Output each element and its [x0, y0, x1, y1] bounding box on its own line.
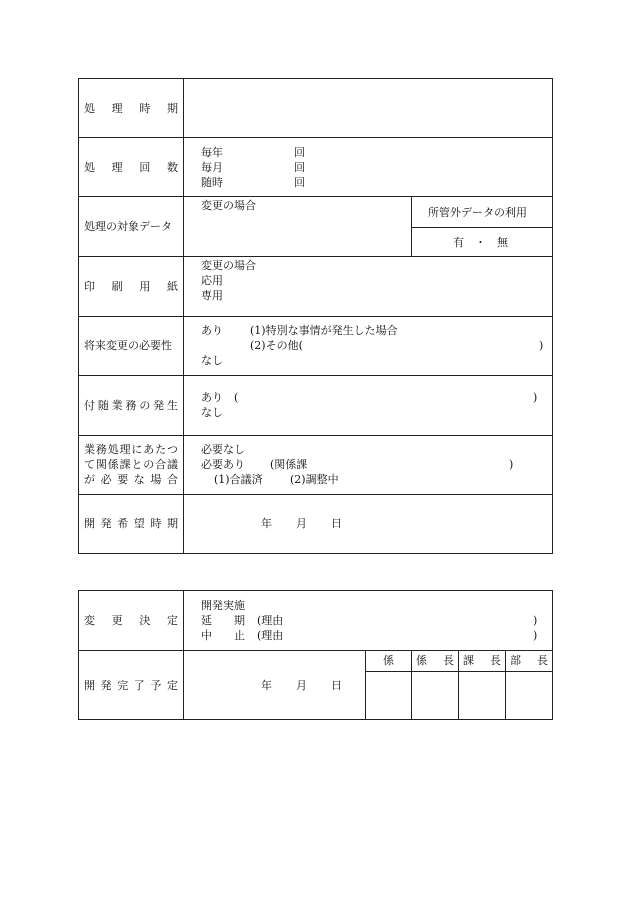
count-yearly-label: 毎年	[201, 146, 223, 159]
label-consultation-line-3: が必要な場合	[84, 473, 178, 486]
completion-month: 月	[296, 679, 307, 692]
desired-year: 年	[261, 517, 272, 530]
count-anytime-unit: 回	[294, 176, 305, 189]
consultation-option-1: (1)合議済	[214, 473, 263, 486]
incidental-work-no: なし	[201, 406, 223, 419]
future-change-close-paren: )	[539, 339, 544, 352]
label-incidental-work: 付随業務の発生	[84, 399, 178, 412]
label-target-data: 処理の対象データ	[84, 220, 172, 233]
paper-applied: 応用	[201, 274, 223, 287]
decision-cancel-reason: (理由	[257, 629, 284, 642]
decision-cancel: 中 止	[201, 629, 245, 642]
future-change-option-1: (1)特別な事情が発生した場合	[250, 324, 398, 337]
count-monthly-label: 毎月	[201, 161, 223, 174]
label-printing-paper: 印刷用紙	[84, 280, 178, 293]
outside-data-choice[interactable]: 有 ・ 無	[453, 236, 508, 249]
consultation-related-section: (関係課	[270, 458, 308, 471]
decision-postpone-close-paren: )	[533, 614, 538, 627]
label-consultation-line-2: て関係課との合議	[84, 458, 178, 471]
consultation-needed: 必要あり	[201, 458, 245, 471]
incidental-work-yes: あり (	[201, 391, 239, 404]
decision-cancel-close-paren: )	[533, 629, 538, 642]
stamp-header-section-head: 課長	[463, 654, 501, 667]
label-dev-completion: 開発完了予定	[84, 679, 178, 692]
stamp-box-staff[interactable]	[366, 672, 410, 719]
bottom-table-label-divider	[183, 590, 184, 720]
paper-dedicated: 専用	[201, 289, 223, 302]
count-anytime-label: 随時	[201, 176, 223, 189]
stamp-box-chief[interactable]	[412, 672, 457, 719]
processing-period-field[interactable]	[185, 80, 551, 136]
label-consultation-line-1: 業務処理にあたつ	[84, 443, 178, 456]
stamp-box-dept-head[interactable]	[506, 672, 552, 719]
decision-implement: 開発実施	[201, 599, 245, 612]
target-data-change-case: 変更の場合	[201, 199, 256, 212]
future-change-yes: あり	[201, 324, 223, 337]
outside-data-header: 所管外データの利用	[428, 206, 527, 219]
future-change-option-2: (2)その他(	[250, 339, 303, 352]
desired-day: 日	[331, 517, 342, 530]
label-processing-period: 処理時期	[84, 102, 178, 115]
stamp-header-staff: 係	[383, 654, 394, 667]
consultation-close-paren: )	[509, 458, 514, 471]
desired-month: 月	[296, 517, 307, 530]
incidental-work-close-paren: )	[533, 391, 538, 404]
future-change-no: なし	[201, 354, 223, 367]
paper-change-case: 変更の場合	[201, 259, 256, 272]
stamp-header-chief: 係長	[416, 654, 454, 667]
stamp-box-section-head[interactable]	[459, 672, 504, 719]
completion-day: 日	[331, 679, 342, 692]
count-monthly-unit: 回	[294, 161, 305, 174]
label-future-change: 将来変更の必要性	[84, 339, 172, 352]
label-desired-dev-period: 開発希望時期	[84, 517, 178, 530]
decision-postpone: 延 期	[201, 614, 245, 627]
consultation-not-needed: 必要なし	[201, 443, 245, 456]
label-processing-count: 処理回数	[84, 161, 178, 174]
decision-postpone-reason: (理由	[257, 614, 284, 627]
consultation-option-2: (2)調整中	[290, 473, 339, 486]
label-change-decision: 変更決定	[84, 614, 178, 627]
count-yearly-unit: 回	[294, 146, 305, 159]
stamp-header-dept-head: 部長	[510, 654, 548, 667]
completion-year: 年	[261, 679, 272, 692]
